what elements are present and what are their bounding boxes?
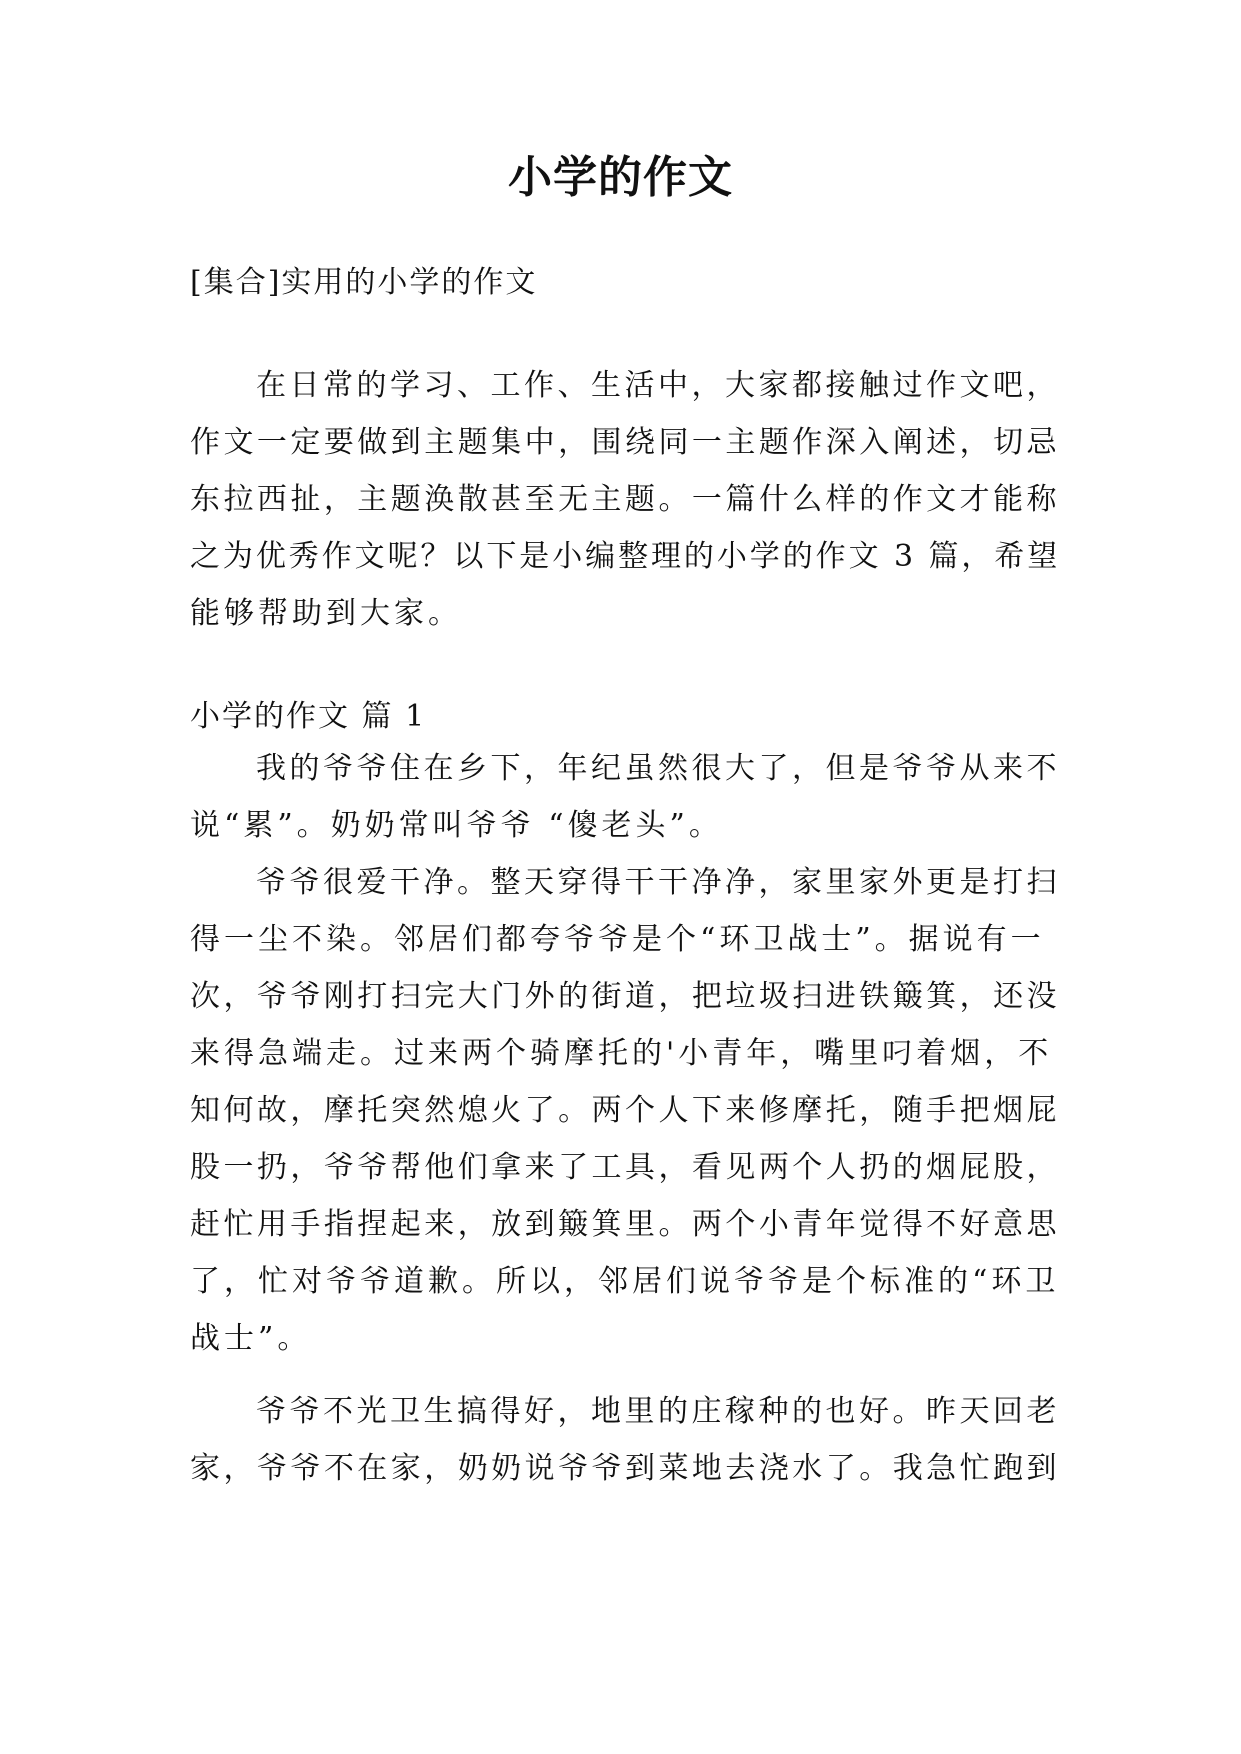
intro-line: 能够帮助到大家。	[190, 596, 462, 631]
intro-line: 在日常的学习、工作、生活中，大家都接触过作文吧，	[256, 368, 1060, 403]
paragraph-line: 爷爷很爱干净。整天穿得干干净净，家里家外更是打扫	[256, 865, 1060, 900]
paragraph-line: 了，忙对爷爷道歉。所以，邻居们说爷爷是个标准的“环卫	[190, 1264, 1060, 1299]
paragraph-line: 爷爷不光卫生搞得好，地里的庄稼种的也好。昨天回老	[256, 1394, 1060, 1429]
paragraph-line: 战士”。	[190, 1321, 312, 1356]
section-heading: 小学的作文 篇 1	[190, 699, 427, 734]
paragraph-line: 家，爷爷不在家，奶奶说爷爷到菜地去浇水了。我急忙跑到	[190, 1451, 1060, 1486]
paragraph-line: 得一尘不染。邻居们都夸爷爷是个“环卫战士”。据说有一	[190, 922, 1045, 957]
paragraph-line: 说“累”。奶奶常叫爷爷 “傻老头”。	[190, 808, 723, 843]
paragraph-line: 股一扔，爷爷帮他们拿来了工具，看见两个人扔的烟屁股，	[190, 1150, 1060, 1185]
document-title: 小学的作文	[508, 152, 733, 203]
intro-line: 之为优秀作文呢？以下是小编整理的小学的作文 3 篇，希望	[190, 539, 1061, 574]
document-subtitle: [集合]实用的小学的作文	[190, 265, 538, 300]
intro-line: 作文一定要做到主题集中，围绕同一主题作深入阐述，切忌	[190, 425, 1060, 460]
paragraph-line: 我的爷爷住在乡下，年纪虽然很大了，但是爷爷从来不	[256, 751, 1060, 786]
paragraph-line: 次，爷爷刚打扫完大门外的街道，把垃圾扫进铁簸箕，还没	[190, 979, 1060, 1014]
intro-line: 东拉西扯，主题涣散甚至无主题。一篇什么样的作文才能称	[190, 482, 1060, 517]
paragraph-line: 来得急端走。过来两个骑摩托的'小青年，嘴里叼着烟，不	[190, 1036, 1053, 1071]
paragraph-line: 赶忙用手指捏起来，放到簸箕里。两个小青年觉得不好意思	[190, 1207, 1060, 1242]
paragraph-line: 知何故，摩托突然熄火了。两个人下来修摩托，随手把烟屁	[190, 1093, 1060, 1128]
